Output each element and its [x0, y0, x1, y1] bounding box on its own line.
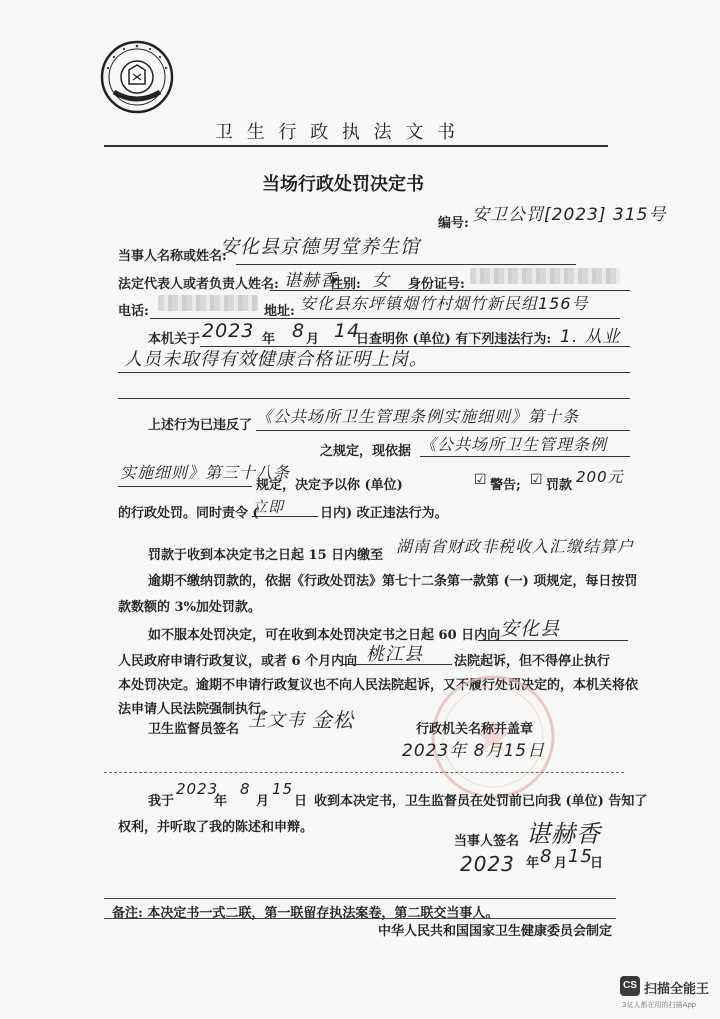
receipt-text-1: 收到本决定书，卫生监督员在处罚前已向我 (单位) 告知了: [314, 794, 648, 809]
gender-label: 性别:: [330, 277, 361, 292]
address-value: 安化县东坪镇烟竹村烟竹新民组156号: [300, 294, 589, 313]
party-name-value: 安化县京德男堂养生馆: [220, 236, 421, 258]
rep-value: 谌赫香: [284, 271, 338, 291]
appeal-gov-line: [478, 640, 628, 641]
appeal-court: 桃江县: [366, 644, 423, 665]
payment-account: 湖南省财政非税收入汇缴结算户: [396, 537, 635, 556]
fine-checkbox: ☑: [530, 472, 543, 488]
party-sign-month-unit: 月: [554, 856, 568, 871]
id-label: 身份证号:: [408, 277, 465, 292]
violation-year: 2023: [202, 320, 255, 342]
violation-day: 14: [334, 320, 361, 342]
receipt-day-suffix: 日: [294, 794, 308, 809]
scanner-watermark: [620, 976, 716, 1014]
party-sign-day-unit: 日: [590, 856, 604, 871]
footer-rule-bottom: [104, 918, 616, 919]
appeal-court-line: [342, 664, 452, 665]
payment-line3: 款数额的 3%加处罚款。: [118, 600, 261, 615]
party-name-label: 当事人名称或姓名:: [118, 249, 227, 264]
scanner-tagline: 3亿人都在用的扫描App: [622, 1001, 697, 1009]
party-signature: 谌赫香: [526, 820, 601, 848]
receipt-month-unit: 月: [256, 794, 270, 809]
warning-checkbox: ☑: [474, 472, 487, 488]
inspector-label: 卫生监督员签名: [148, 722, 240, 737]
party-sign-year: 2023: [460, 852, 515, 876]
violation-month-unit: 月: [306, 332, 320, 347]
emblem-seal: [100, 40, 174, 114]
party-name-line: [236, 264, 576, 265]
page-title: 当场行政处罚决定书: [262, 174, 424, 195]
appeal-gov: 安化县: [500, 618, 561, 640]
basis-law-2: 实施细则》第三十八条: [120, 463, 291, 482]
receipt-text-2: 权利，并听取了我的陈述和申辩。: [118, 820, 314, 835]
number-value: 安卫公罚[2023] 315号: [472, 205, 667, 225]
basis-line3-a: 的行政处罚。同时责令 (: [118, 506, 259, 521]
basis-mid: 规定，决定予以你 (单位): [256, 478, 403, 493]
appeal-line3: 本处罚决定。逾期不申请行政复议也不向人民法院起诉，又不履行处罚决定的，本机关将依: [118, 678, 639, 693]
scanner-name: 扫描全能王: [644, 982, 710, 997]
footer-maker: 中华人民共和国国家卫生健康委员会制定: [378, 924, 613, 939]
receipt-divider: [104, 772, 624, 773]
receipt-month: 8: [240, 780, 251, 798]
party-sign-year-unit: 年: [526, 856, 540, 871]
payment-line1-prefix: 罚款于收到本决定书之日起 15 日内缴至: [148, 548, 384, 563]
footer-note: 备注: 本决定书一式二联，第一联留存执法案卷，第二联交当事人。: [112, 906, 499, 921]
scanner-badge-icon: CS: [620, 976, 640, 996]
footer-rule-top: [104, 898, 616, 899]
violation-year-unit: 年: [262, 332, 276, 347]
payment-line2: 逾期不缴纳罚款的，依据《行政处罚法》第七十二条第一款第 (一) 项规定，每日按罚: [148, 574, 638, 589]
violation-act-line1: 1. 从业: [560, 327, 621, 347]
violation-month: 8: [292, 320, 306, 342]
fine-value: 200元: [576, 468, 624, 486]
phone-redacted: [158, 295, 258, 311]
receipt-year-unit: 年: [214, 794, 228, 809]
rep-label: 法定代表人或者负责人姓名:: [118, 277, 279, 292]
id-redacted: [470, 268, 620, 284]
appeal-line2-prefix: 人民政府申请行政复议，或者 6 个月内向: [118, 654, 358, 669]
violation-prefix: 本机关于: [148, 332, 201, 347]
order-line: [252, 516, 318, 517]
appeal-line2-suffix: 法院起诉，但不得停止执行: [454, 654, 611, 669]
violation-day-suffix: 日查明你 (单位) 有下列违法行为:: [356, 332, 552, 347]
address-label: 地址:: [264, 304, 295, 319]
receipt-day: 15: [272, 780, 294, 798]
violation-line-3: [118, 398, 630, 399]
receipt-prefix: 我于: [148, 794, 175, 809]
agency-label: 行政机关名称并盖章: [416, 722, 534, 737]
basis-line-2: [420, 456, 630, 457]
basis-suffix: 之规定，现依据: [320, 444, 412, 459]
party-sign-day: 15: [568, 846, 593, 867]
agency-date: 2023年 8月15日: [402, 741, 546, 761]
fine-label: 罚款: [546, 478, 573, 493]
gender-value: 女: [372, 271, 390, 291]
basis-prefix: 上述行为已违反了: [148, 418, 253, 433]
party-sign-month: 8: [540, 846, 553, 867]
order-immediately: 立即: [252, 498, 285, 516]
header-rule: [104, 145, 608, 147]
basis-line-3: [118, 486, 252, 487]
party-sign-label: 当事人签名: [454, 834, 520, 849]
appeal-line4: 法申请人民法院强制执行。: [118, 702, 275, 717]
basis-law-1: 《公共场所卫生管理条例: [420, 435, 608, 454]
phone-label: 电话:: [118, 304, 149, 319]
appeal-line1-prefix: 如不服本处罚决定，可在收到本处罚决定书之日起 60 日内向: [148, 628, 501, 643]
receipt-year: 2023: [176, 780, 219, 798]
warning-label: 警告;: [490, 478, 521, 493]
basis-line-1: [256, 430, 630, 431]
address-line: [150, 318, 620, 319]
number-label: 编号:: [438, 216, 469, 231]
violation-act-line2: 人员未取得有效健康合格证明上岗。: [124, 349, 428, 370]
inspector-signature-2: 金松: [312, 708, 354, 732]
inspector-signature-1: 王文韦: [248, 710, 305, 731]
basis-violated-clause: 《公共场所卫生管理条例实施细则》第十条: [256, 407, 580, 426]
document-type: 卫 生 行 政 执 法 文 书: [215, 122, 460, 143]
basis-line3-b: 日内) 改正违法行为。: [320, 506, 448, 521]
violation-line-2: [118, 372, 630, 373]
